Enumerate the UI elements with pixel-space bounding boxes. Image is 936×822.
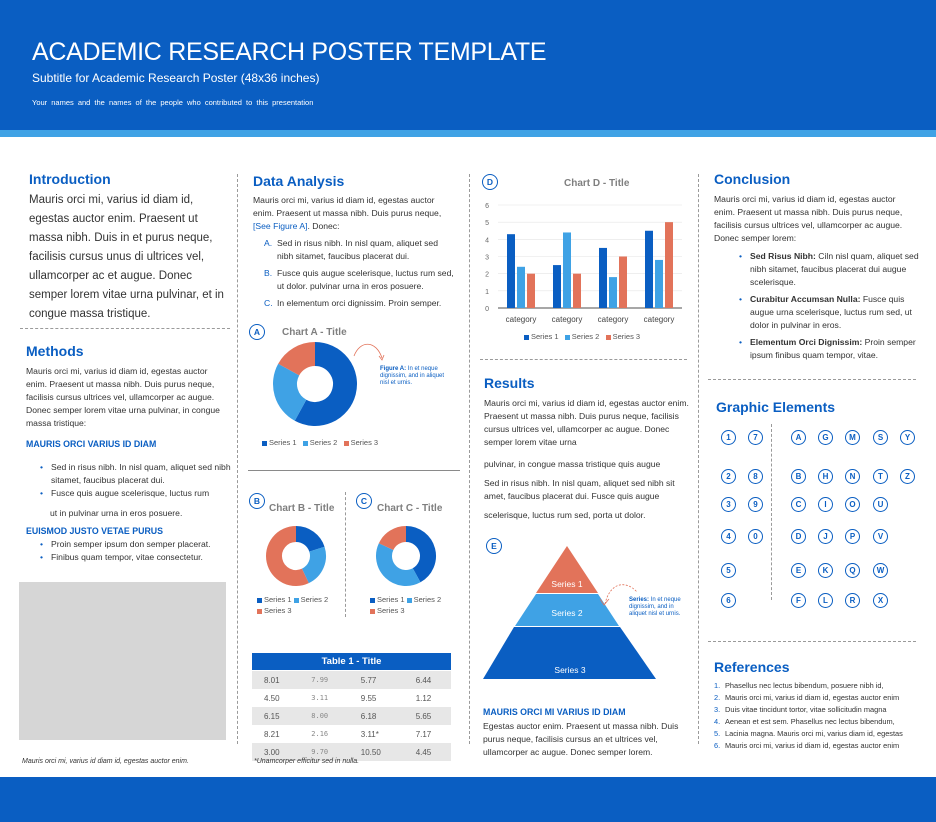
- column-divider-2: [469, 174, 470, 744]
- chart-e-callout: [629, 597, 689, 618]
- legend-label: Series 1: [269, 438, 297, 447]
- chart-d-badge: D: [482, 174, 498, 190]
- results-body-5: Egestas auctor enim. Praesent ut massa nibh. Duis purus neque, facilisis cursus an et ultrices vel, ullamcorper ac augue. Donec semper lorem.: [483, 721, 679, 757]
- reference-item: [714, 704, 903, 716]
- legend-swatch: [565, 335, 570, 340]
- legend-item: [294, 595, 329, 604]
- y-tick-label: 0: [485, 306, 489, 313]
- legend-item: [370, 595, 405, 604]
- table-cell: 9.55: [360, 693, 377, 703]
- legend-label: Series 3: [612, 332, 641, 341]
- introduction-heading: Introduction: [29, 171, 111, 187]
- legend-label: Series 1: [531, 332, 559, 341]
- chart-c-badge: C: [356, 493, 372, 509]
- graphic-element-icon: Y: [900, 430, 915, 445]
- graphic-element-icon: 8: [748, 469, 763, 484]
- table-cell: 4.45: [404, 743, 451, 761]
- bullet-title: Elementum Orci Dignissim:: [750, 337, 863, 347]
- table-cell: 5.65: [404, 707, 451, 725]
- chart-b-legend: [257, 594, 342, 616]
- legend-item: [303, 438, 338, 447]
- graphic-element-icon: O: [845, 497, 860, 512]
- table-cell: 10.50: [349, 743, 404, 761]
- graphic-element-icon: 9: [748, 497, 763, 512]
- reference-number: 1.: [714, 681, 721, 690]
- data-analysis-list: [264, 237, 454, 314]
- methods-bullets-2: [38, 538, 243, 564]
- table-cell: 2.16: [311, 730, 329, 738]
- callout-title: Figure A:: [380, 366, 407, 372]
- graphic-element-icon: X: [873, 593, 888, 608]
- y-tick-label: 5: [485, 220, 489, 228]
- figure-link[interactable]: [See Figure A]: [253, 221, 308, 231]
- legend-item: [407, 595, 442, 604]
- pyramid-label-bottom: Series 3: [554, 665, 586, 675]
- methods-subheading-2: EUISMOD JUSTO VETAE PURUS: [26, 526, 164, 536]
- graphic-element-icon: G: [818, 430, 833, 445]
- graphic-element-icon: A: [791, 430, 806, 445]
- legend-label: Series 3: [264, 606, 292, 615]
- reference-item: [714, 692, 903, 704]
- pyramid-label-top: Series 1: [551, 579, 583, 589]
- reference-number: 2.: [714, 693, 721, 702]
- donut-slice-3: [386, 534, 406, 547]
- graphic-element-icon: I: [818, 497, 833, 512]
- divider-chart-a: [248, 470, 460, 471]
- list-item: • Sed in risus nibh. In nisl quam, aliquet sed nibh sitamet, faucibus placerat dui.: [51, 461, 243, 487]
- table-cell: 8.21: [264, 729, 280, 739]
- graphic-element-icon: F: [791, 593, 806, 608]
- callout-text: In et neque dignissim, and in aliquet nisl et urnis.: [380, 366, 445, 386]
- list-item: • Fusce quis augue scelerisque, luctus rum: [51, 487, 243, 500]
- list-label: C.: [264, 298, 273, 308]
- intro-text: Mauris orci mi, varius id diam id, egestas auctor enim. Praesent ut massa nibh. Duis purus neque,: [253, 195, 442, 218]
- legend-label: Series 1: [264, 595, 292, 604]
- graphic-element-icon: H: [818, 469, 833, 484]
- donut-slice-3: [289, 354, 315, 370]
- list-label: A.: [264, 238, 273, 248]
- bar-1: [645, 231, 653, 308]
- reference-item: [714, 716, 903, 728]
- legend-item: [606, 332, 641, 341]
- x-tick-label: category: [505, 315, 537, 324]
- reference-item: [714, 728, 903, 740]
- reference-number: 6.: [714, 741, 721, 750]
- legend-swatch: [524, 335, 529, 340]
- list-item: [750, 336, 928, 362]
- table-cell: 6.44: [404, 671, 451, 689]
- callout-title: Series:: [629, 597, 650, 603]
- graphic-element-icon: W: [873, 563, 888, 578]
- data-analysis-intro: [253, 194, 455, 233]
- graphic-element-icon: E: [791, 563, 806, 578]
- graphic-element-icon: C: [791, 497, 806, 512]
- y-tick-label: 4: [485, 237, 489, 245]
- graphic-element-icon: S: [873, 430, 888, 445]
- reference-text: Lacinia magna. Mauris orci mi, varius diam id, egestas: [725, 729, 903, 738]
- methods-subheading-1: MAURIS ORCI VARIUS ID DIAM: [26, 439, 157, 449]
- donut-slice-1: [296, 534, 317, 549]
- list-item: [264, 297, 454, 310]
- divider-intro-methods: [20, 328, 230, 329]
- legend-label: Series 2: [309, 438, 338, 447]
- reference-text: Aenean et est sem. Phasellus nec lectus bibendum,: [725, 717, 895, 726]
- donut-slice-2: [305, 549, 318, 576]
- chart-a-callout: [380, 366, 450, 387]
- list-label: B.: [264, 268, 273, 278]
- list-item: [750, 293, 928, 332]
- bullet-title: Sed Risus Nibh:: [750, 251, 816, 261]
- chart-b-badge: B: [249, 493, 265, 509]
- graphic-element-icon: V: [873, 529, 888, 544]
- y-tick-label: 3: [485, 254, 489, 262]
- references-list: [714, 680, 903, 752]
- bar-2: [517, 267, 525, 308]
- footer-banner: [0, 777, 936, 822]
- chart-a-donut: [272, 341, 358, 427]
- bar-2: [609, 277, 617, 308]
- bar-3: [665, 222, 673, 308]
- reference-number: 5.: [714, 729, 721, 738]
- legend-item: [257, 606, 292, 615]
- graphic-element-icon: 3: [721, 497, 736, 512]
- reference-text: Phasellus nec lectus bibendum, posuere nibh id,: [725, 681, 884, 690]
- legend-swatch: [344, 441, 349, 446]
- reference-item: [714, 680, 903, 692]
- legend-label: Series 1: [377, 595, 405, 604]
- introduction-body: Mauris orci mi, varius id diam id, egestas auctor enim. Praesent ut massa nibh. Duis in et purus neque, facilisis cursus unus di ultrices vel, ullamcorper ac et augue. Donec semper lorem vitae urna pulvinar, et in congue massa tristique.: [29, 194, 224, 320]
- graphic-elements-heading: Graphic Elements: [716, 399, 836, 415]
- results-heading: Results: [484, 375, 535, 391]
- table-cell: 6.15: [252, 707, 299, 725]
- list-item: [750, 250, 928, 289]
- legend-item: [262, 438, 297, 447]
- list-item: • Finibus quam tempor, vitae consectetur.: [51, 551, 243, 564]
- legend-item: [565, 332, 600, 341]
- callout-curve: [354, 344, 382, 358]
- legend-item: [370, 606, 405, 615]
- legend-swatch: [303, 441, 308, 446]
- column-divider-3: [698, 174, 699, 744]
- chart-a-title: Chart A - Title: [282, 327, 347, 338]
- graphic-element-icon: K: [818, 563, 833, 578]
- list-item: • Proin semper ipsum don semper placerat.: [51, 538, 243, 551]
- methods-body: Mauris orci mi, varius id diam id, egestas auctor enim. Praesent ut massa nibh. Duis purus neque, facilisis cursus ultrices vel, ullamcorper ac augue. Donec semper lorem vitae urna pulvinar, in congue massa tristique:: [26, 366, 220, 428]
- bar-3: [619, 257, 627, 309]
- graphic-element-icon: U: [873, 497, 888, 512]
- graphic-element-icon: 1: [721, 430, 736, 445]
- legend-item: [344, 438, 379, 447]
- data-analysis-heading: Data Analysis: [253, 173, 345, 189]
- legend-label: Series 3: [350, 438, 379, 447]
- table-footnote: *Unamcorper efficitur sed in nulla.: [254, 758, 360, 765]
- legend-label: Series 2: [413, 595, 442, 604]
- poster-title: ACADEMIC RESEARCH POSTER TEMPLATE: [32, 38, 547, 66]
- bar-1: [553, 265, 561, 308]
- legend-item: [257, 595, 292, 604]
- graphic-element-icon: R: [845, 593, 860, 608]
- graphic-element-icon: 5: [721, 563, 736, 578]
- chart-c-donut: [375, 525, 437, 587]
- graphic-element-icon: 2: [721, 469, 736, 484]
- x-tick-label: category: [597, 315, 629, 324]
- list-text: In elementum orci dignissim. Proin semper.: [277, 298, 442, 308]
- graphic-element-icon: Z: [900, 469, 915, 484]
- donut-slice-2: [285, 370, 301, 411]
- reference-text: Mauris orci mi, varius id diam id, egestas auctor enim: [725, 741, 900, 750]
- table-cell: 8.00: [299, 707, 348, 725]
- bar-3: [573, 274, 581, 308]
- bar-2: [655, 260, 663, 308]
- bar-2: [563, 232, 571, 308]
- methods-heading: Methods: [26, 343, 84, 359]
- divider-graphic-columns: [771, 424, 772, 600]
- legend-swatch: [370, 609, 375, 614]
- chart-b-title: Chart B - Title: [269, 503, 335, 514]
- graphic-element-icon: Q: [845, 563, 860, 578]
- table-cell: 7.99: [299, 671, 348, 689]
- column-divider-1: [237, 174, 238, 744]
- references-heading: References: [714, 659, 790, 675]
- reference-text: Mauris orci mi, varius id diam id, egestas auctor enim: [725, 693, 900, 702]
- legend-swatch: [257, 598, 262, 603]
- divider-chart-d-results: [480, 359, 687, 360]
- results-subheading: MAURIS ORCI MI VARIUS ID DIAM: [483, 707, 626, 717]
- conclusion-body: Mauris orci mi, varius id diam id, egestas auctor enim. Praesent ut massa nibh. Duis purus neque, facilisis cursus ultrices vel, ullamcorper ac augue. Donec semper lorem:: [714, 194, 903, 243]
- legend-swatch: [262, 441, 267, 446]
- reference-number: 4.: [714, 717, 721, 726]
- graphic-element-icon: J: [818, 529, 833, 544]
- chart-d-title: Chart D - Title: [564, 178, 630, 189]
- divider-graphics-references: [708, 641, 916, 642]
- chart-d-legend: [524, 332, 640, 341]
- table-row: [252, 671, 451, 689]
- legend-swatch: [606, 335, 611, 340]
- conclusion-bullets: [737, 250, 928, 362]
- bullet-text: Ciln nisl quam, aliquet sed nibh sitamet, faucibus placerat dui augue scelerisque.: [750, 251, 919, 287]
- pyramid-label-middle: Series 2: [551, 608, 583, 618]
- legend-swatch: [370, 598, 375, 603]
- table-title: Table 1 - Title: [252, 653, 451, 670]
- graphic-element-icon: 7: [748, 430, 763, 445]
- table-row: [252, 689, 451, 707]
- x-tick-label: category: [551, 315, 583, 324]
- y-tick-label: 2: [485, 271, 489, 279]
- reference-item: [714, 740, 903, 752]
- table-cell: 4.50: [264, 693, 280, 703]
- table-cell: 3.11: [311, 694, 329, 702]
- table-cell: 1.12: [415, 693, 432, 703]
- donut-slice-1: [406, 534, 428, 575]
- chart-c-legend: [370, 594, 455, 616]
- y-tick-label: 6: [485, 203, 489, 210]
- reference-text: Duis vitae tincidunt tortor, vitae sollicitudin magna: [725, 705, 887, 714]
- table-row: [252, 707, 451, 725]
- bullet-text: Proin semper ipsum finibus quam tempor, vitae.: [750, 337, 916, 360]
- bullet-text: Fusce quis augue urna scelerisque, luctus rum sed, ut dolor in pulvinar in eros.: [750, 294, 912, 330]
- graphic-element-icon: D: [791, 529, 806, 544]
- table-cell: 3.00: [252, 743, 299, 761]
- donut-slice-2: [384, 547, 417, 578]
- image-placeholder: [19, 582, 226, 740]
- table-cell: 7.17: [415, 729, 432, 739]
- graphic-element-icon: L: [818, 593, 833, 608]
- graphic-element-icon: P: [845, 529, 860, 544]
- graphic-element-icon: 4: [721, 529, 736, 544]
- header-accent-strip: [0, 130, 936, 137]
- legend-item: [524, 332, 559, 341]
- graphic-element-icon: 6: [721, 593, 736, 608]
- divider-chart-b-c: [345, 492, 346, 617]
- graphic-element-icon: B: [791, 469, 806, 484]
- y-tick-label: 1: [485, 288, 489, 296]
- bullet-title: Curabitur Accumsan Nulla:: [750, 294, 861, 304]
- chart-e-badge: E: [486, 538, 502, 554]
- table-row: [252, 725, 451, 743]
- results-body-4: scelerisque, luctus rum sed, porta ut dolor.: [484, 510, 646, 520]
- intro-tail: . Donec:: [307, 221, 340, 231]
- results-body-1: Mauris orci mi, varius id diam id, egestas auctor enim. Praesent ut massa nibh. Duis purus neque, facilisis cursus ultrices vel, ullamcorper ac augue. Donec semper lorem vitae urna: [484, 398, 689, 447]
- graphic-element-icon: N: [845, 469, 860, 484]
- bar-1: [599, 248, 607, 308]
- list-text: Fusce quis augue scelerisque, luctus rum sed, ut dolor. pulvinar urna in eros posuere.: [277, 268, 454, 291]
- table-cell: 9.70: [299, 743, 348, 761]
- image-caption: Mauris orci mi, varius id diam id, egestas auctor enim.: [22, 758, 189, 765]
- conclusion-heading: Conclusion: [714, 171, 791, 187]
- legend-swatch: [257, 609, 262, 614]
- table-cell: 5.77: [349, 671, 404, 689]
- callout-text: In et neque dignissim, and in aliquet nisl et urnis.: [629, 597, 681, 617]
- data-table: [252, 671, 451, 761]
- list-item: [264, 237, 454, 263]
- table-cell: 3.11*: [360, 729, 379, 739]
- chart-a-legend: [262, 438, 378, 447]
- chart-a-badge: A: [249, 324, 265, 340]
- divider-conclusion-graphics: [708, 379, 916, 380]
- bar-1: [507, 234, 515, 308]
- reference-number: 3.: [714, 705, 721, 714]
- graphic-element-icon: 0: [748, 529, 763, 544]
- results-body-2: pulvinar, in congue massa tristique quis augue: [484, 459, 661, 469]
- table-cell: 6.18: [349, 707, 404, 725]
- legend-label: Series 2: [571, 332, 600, 341]
- legend-swatch: [407, 598, 412, 603]
- graphic-element-icon: T: [873, 469, 888, 484]
- chart-b-donut: [265, 525, 327, 587]
- chart-d-bar-chart: [476, 195, 686, 330]
- legend-swatch: [294, 598, 299, 603]
- legend-label: Series 3: [377, 606, 405, 615]
- results-body-3: Sed in risus nibh. In nisl quam, aliquet sed nibh sit amet, faucibus placerat dui. Fusce quis augue: [484, 478, 675, 501]
- legend-label: Series 2: [300, 595, 329, 604]
- graphic-element-icon: M: [845, 430, 860, 445]
- list-text: Sed in risus nibh. In nisl quam, aliquet sed nibh sitamet, faucibus placerat dui.: [277, 238, 438, 261]
- poster-authors: Your names and the names of the people who contributed to this presentation: [32, 98, 314, 107]
- methods-bullets-1: [38, 461, 243, 500]
- methods-bullet-continuation: ut in pulvinar urna in eros posuere.: [50, 508, 183, 518]
- poster-subtitle: Subtitle for Academic Research Poster (48x36 inches): [32, 71, 320, 85]
- table-cell: 8.01: [252, 671, 299, 689]
- bar-3: [527, 274, 535, 308]
- x-tick-label: category: [643, 315, 675, 324]
- chart-c-title: Chart C - Title: [377, 503, 443, 514]
- list-item: [264, 267, 454, 293]
